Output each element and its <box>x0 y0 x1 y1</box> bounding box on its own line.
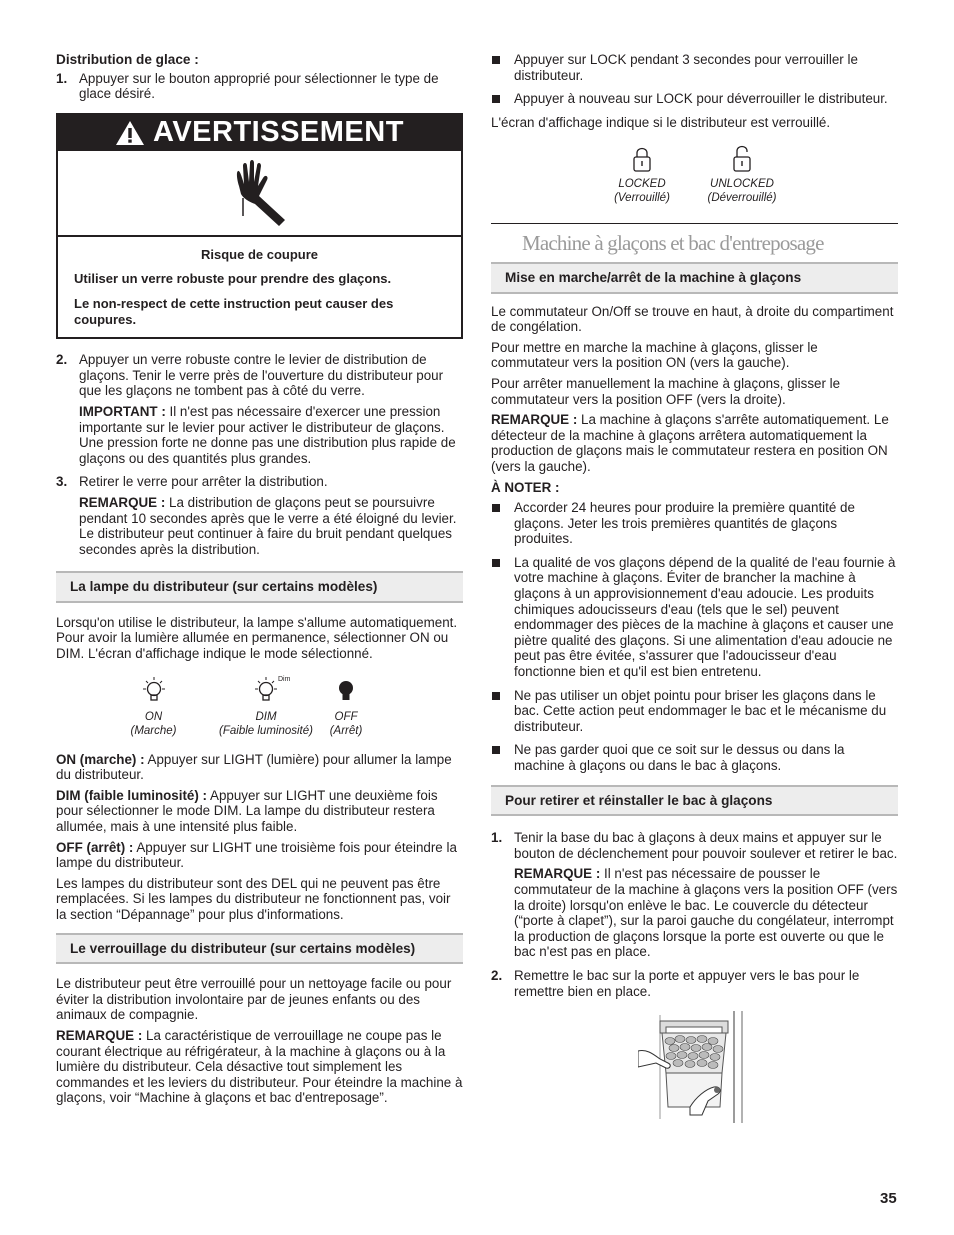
note-bullet <box>491 555 898 680</box>
lamp-on <box>116 676 191 738</box>
lamp-off-desc <box>56 840 463 871</box>
bulb-off-icon <box>332 676 360 706</box>
right-column <box>491 52 898 1127</box>
note-text: Il n'est pas nécessaire de pousser le commutateur de la machine à glaçons vers la position OFF (vers la droite) lorsqu'on enlève le bac. Le couvercle du détecteur (“porte à clapet”), sur la paroi gauche du congélateur, interrompt la production de glaçons lorsque la porte est ouverte ou que le bac n'est pas en place. <box>514 866 898 960</box>
ice-bin-illustration <box>638 1011 898 1127</box>
note-label: REMARQUE : <box>79 494 166 510</box>
important-note <box>79 404 463 466</box>
step-text: Appuyer sur le bouton approprié pour sélectionner le type de glace désiré. <box>79 70 439 102</box>
dim-tag: Dim <box>278 675 291 683</box>
note-text: La machine à glaçons s'arrête automatiquement. Le détecteur de la machine à glaçons arrêtera automatiquement la production de glaçons mais le commutateur restera en position ON (vers la gauche). <box>491 412 889 474</box>
lock-intro: Le distributeur peut être verrouillé pour un nettoyage facile ou pour éviter la distribution involontaire par de jeunes enfants ou des animaux de compagnie. <box>56 976 452 1023</box>
section-title: Machine à glaçons et bac d'entreposage <box>522 231 824 256</box>
mode-text: Appuyer sur LIGHT une deuxième fois pour sélectionner le mode DIM. La lampe du distributeur restera allumée, mais à une intensité plus faible. <box>56 787 438 835</box>
lamp-icons <box>56 676 463 738</box>
note-text: Il n'est pas nécessaire d'exercer une pression importante sur le levier pour activer le distributeur de glaçons. Une pression forte ne donne pas une distribution plus rapide de glaçons ou des quantités plus grandes. <box>79 403 456 466</box>
onoff-section-heading: Mise en marche/arrêt de la machine à glaçons <box>491 262 898 294</box>
bulb-dim-icon <box>252 676 280 706</box>
lamp-intro: Lorsqu'on utilise le distributeur, la lampe s'allume automatiquement. Pour avoir la lumière allumée en permanence, sélectionner ON ou DIM. L'écran d'affichage indique le mode sélectionné. <box>56 614 458 662</box>
icon-sublabel: (Arrêt) <box>329 724 363 737</box>
step-number: 1. <box>56 70 68 86</box>
icon-label: UNLOCKED <box>710 178 774 191</box>
note-text: La distribution de glaçons peut se poursuivre pendant 10 secondes après que le verre a été éloigné du levier. Le distributeur peut continuer à faire du bruit pendant quelques secondes après la distribution. <box>79 494 457 557</box>
note-bullet <box>491 742 898 773</box>
mode-text: Appuyer sur LIGHT (lumière) pour allumer la lampe du distributeur. <box>56 751 452 783</box>
warning-risk: Risque de coupure <box>200 246 319 262</box>
section-divider <box>491 223 898 224</box>
bullet-text: Appuyer sur LOCK pendant 3 secondes pour verrouiller le distributeur. <box>514 52 858 83</box>
lock-section-heading: Le verrouillage du distributeur (sur certains modèles) <box>56 933 463 965</box>
lock-locked <box>609 145 675 205</box>
left-column <box>56 52 463 1106</box>
bullet-text: Accorder 24 heures pour produire la première quantité de glaçons. Jeter les trois premières quantités de glaçons produites. <box>514 500 855 547</box>
dispense-step-1 <box>56 71 463 102</box>
bin-step-2 <box>491 968 898 999</box>
note-text: La caractéristique de verrouillage ne coupe pas le courant électrique au réfrigérateur, à la machine à glaçons ou à la lumière du distributeur. Cela désactive tout simplement les commandes et les leviers du distributeur. Pour éteindre la machine à glaçons, voir “Machine à glaçons et bac d'entreposage”. <box>56 1027 463 1106</box>
bullet-text: Ne pas garder quoi que ce soit sur le dessus ou dans la machine à glaçons ou dans le bac à glaçons. <box>514 742 845 773</box>
icon-label: DIM <box>255 710 277 723</box>
note-label: REMARQUE : <box>514 866 601 882</box>
page-number: 35 <box>880 1190 897 1207</box>
lock-note <box>56 1028 463 1106</box>
icon-label: LOCKED <box>618 178 666 191</box>
bin-step-1 <box>491 830 898 861</box>
icon-sublabel: (Faible luminosité) <box>219 724 313 737</box>
warning-body <box>58 237 461 337</box>
step3-note <box>79 495 463 557</box>
warning-box <box>56 113 463 339</box>
icon-sublabel: (Marche) <box>130 724 177 737</box>
step-number: 2. <box>56 352 68 368</box>
bullet-text: Appuyer à nouveau sur LOCK pour déverrouiller le distributeur. <box>514 91 888 107</box>
bin-note <box>514 866 898 960</box>
step-text: Appuyer un verre robuste contre le levier de distribution de glaçons. Tenir le verre près de l'ouverture du distributeur pour que les glaçons ne tombent pas à côté du verre. <box>79 352 444 399</box>
dispense-heading: Distribution de glace : <box>56 52 199 67</box>
warning-pictogram <box>58 151 461 237</box>
step-text: Remettre le bac sur la porte et appuyer vers le bas pour le remettre bien en place. <box>514 967 860 999</box>
ice-bin-icon <box>638 1011 754 1123</box>
lock-closed-icon <box>632 145 652 173</box>
icon-sublabel: (Verrouillé) <box>614 192 670 205</box>
onoff-p1: Le commutateur On/Off se trouve en haut, à droite du compartiment de congélation. <box>491 303 894 335</box>
lock-unlocked <box>697 145 787 205</box>
onoff-note <box>491 412 898 474</box>
note-label: IMPORTANT : <box>79 403 166 419</box>
lamp-on-desc <box>56 752 463 783</box>
step-text: Retirer le verre pour arrêter la distribution. <box>79 474 328 490</box>
onoff-p2: Pour mettre en marche la machine à glaçons, glisser le commutateur vers la position ON (vers la gauche). <box>491 339 818 371</box>
mode-label: ON (marche) : <box>56 751 145 767</box>
lock-bullet <box>491 52 898 83</box>
lock-display-text: L'écran d'affichage indique si le distributeur est verrouillé. <box>491 114 831 130</box>
warning-line-2: Le non-respect de cette instruction peut causer des coupures. <box>74 295 394 327</box>
bullet-text: La qualité de vos glaçons dépend de la qualité de l'eau fournie à votre machine à glaçons. Éviter de brancher la machine à glaçons à un approvisionnement d'eau adoucie. Les produits chimiques adoucisseurs d'eau (tels que le sel) peuvent endommager des pièces de la machine à glaçons et causer une piètre qualité des glaçons. Si une alimentation d'eau adoucie ne peut pas être évitée, s'assurer que l'adoucisseur d'eau fonctionne bien et qu'il est bien entretenu. <box>514 554 896 680</box>
icon-sublabel: (Déverrouillé) <box>707 192 777 205</box>
lamp-section-heading: La lampe du distributeur (sur certains modèles) <box>56 571 463 603</box>
dispense-step-3 <box>56 474 463 490</box>
note-heading: À NOTER : <box>491 479 560 495</box>
step-number: 2. <box>491 967 503 983</box>
icon-label: OFF <box>334 710 358 723</box>
mode-label: DIM (faible luminosité) : <box>56 787 208 803</box>
lamp-dim-desc <box>56 788 463 835</box>
led-info: Les lampes du distributeur sont des DEL qui ne peuvent pas être remplacées. Si les lampes du distributeur ne fonctionnent pas, voir la section “Dépannage” pour plus d'informations. <box>56 875 451 922</box>
note-bullet <box>491 688 898 735</box>
lock-open-icon <box>732 145 752 173</box>
mode-text: Appuyer sur LIGHT une troisième fois pour éteindre la lampe du distributeur. <box>56 839 457 871</box>
bulb-on-icon <box>140 676 168 706</box>
step-number: 3. <box>56 474 68 490</box>
step-number: 1. <box>491 830 503 846</box>
warning-line-1: Utiliser un verre robuste pour prendre des glaçons. <box>74 271 392 287</box>
lock-bullet <box>491 91 898 107</box>
onoff-p3: Pour arrêter manuellement la machine à glaçons, glisser le commutateur vers la position OFF (vers la droite). <box>491 375 841 407</box>
bullet-text: Ne pas utiliser un objet pointu pour briser les glaçons dans le bac. Cette action peut endommager le bac et le mécanisme du distributeur. <box>514 687 887 734</box>
mode-label: OFF (arrêt) : <box>56 839 134 855</box>
lock-icons <box>491 145 898 205</box>
dispense-step-2 <box>56 352 463 399</box>
cut-hand-icon <box>225 158 295 228</box>
warning-triangle-icon <box>115 120 145 146</box>
warning-header <box>58 115 461 151</box>
lamp-off <box>316 676 376 738</box>
note-label: REMARQUE : <box>491 412 578 428</box>
warning-title: AVERTISSEMENT <box>153 115 404 148</box>
icon-label: ON <box>144 710 163 723</box>
note-bullet <box>491 500 898 547</box>
bin-section-heading: Pour retirer et réinstaller le bac à glaçons <box>491 785 898 817</box>
step-text: Tenir la base du bac à glaçons à deux mains et appuyer sur le bouton de déclenchement pour pouvoir soulever et retirer le bac. <box>514 830 898 861</box>
note-label: REMARQUE : <box>56 1027 143 1043</box>
